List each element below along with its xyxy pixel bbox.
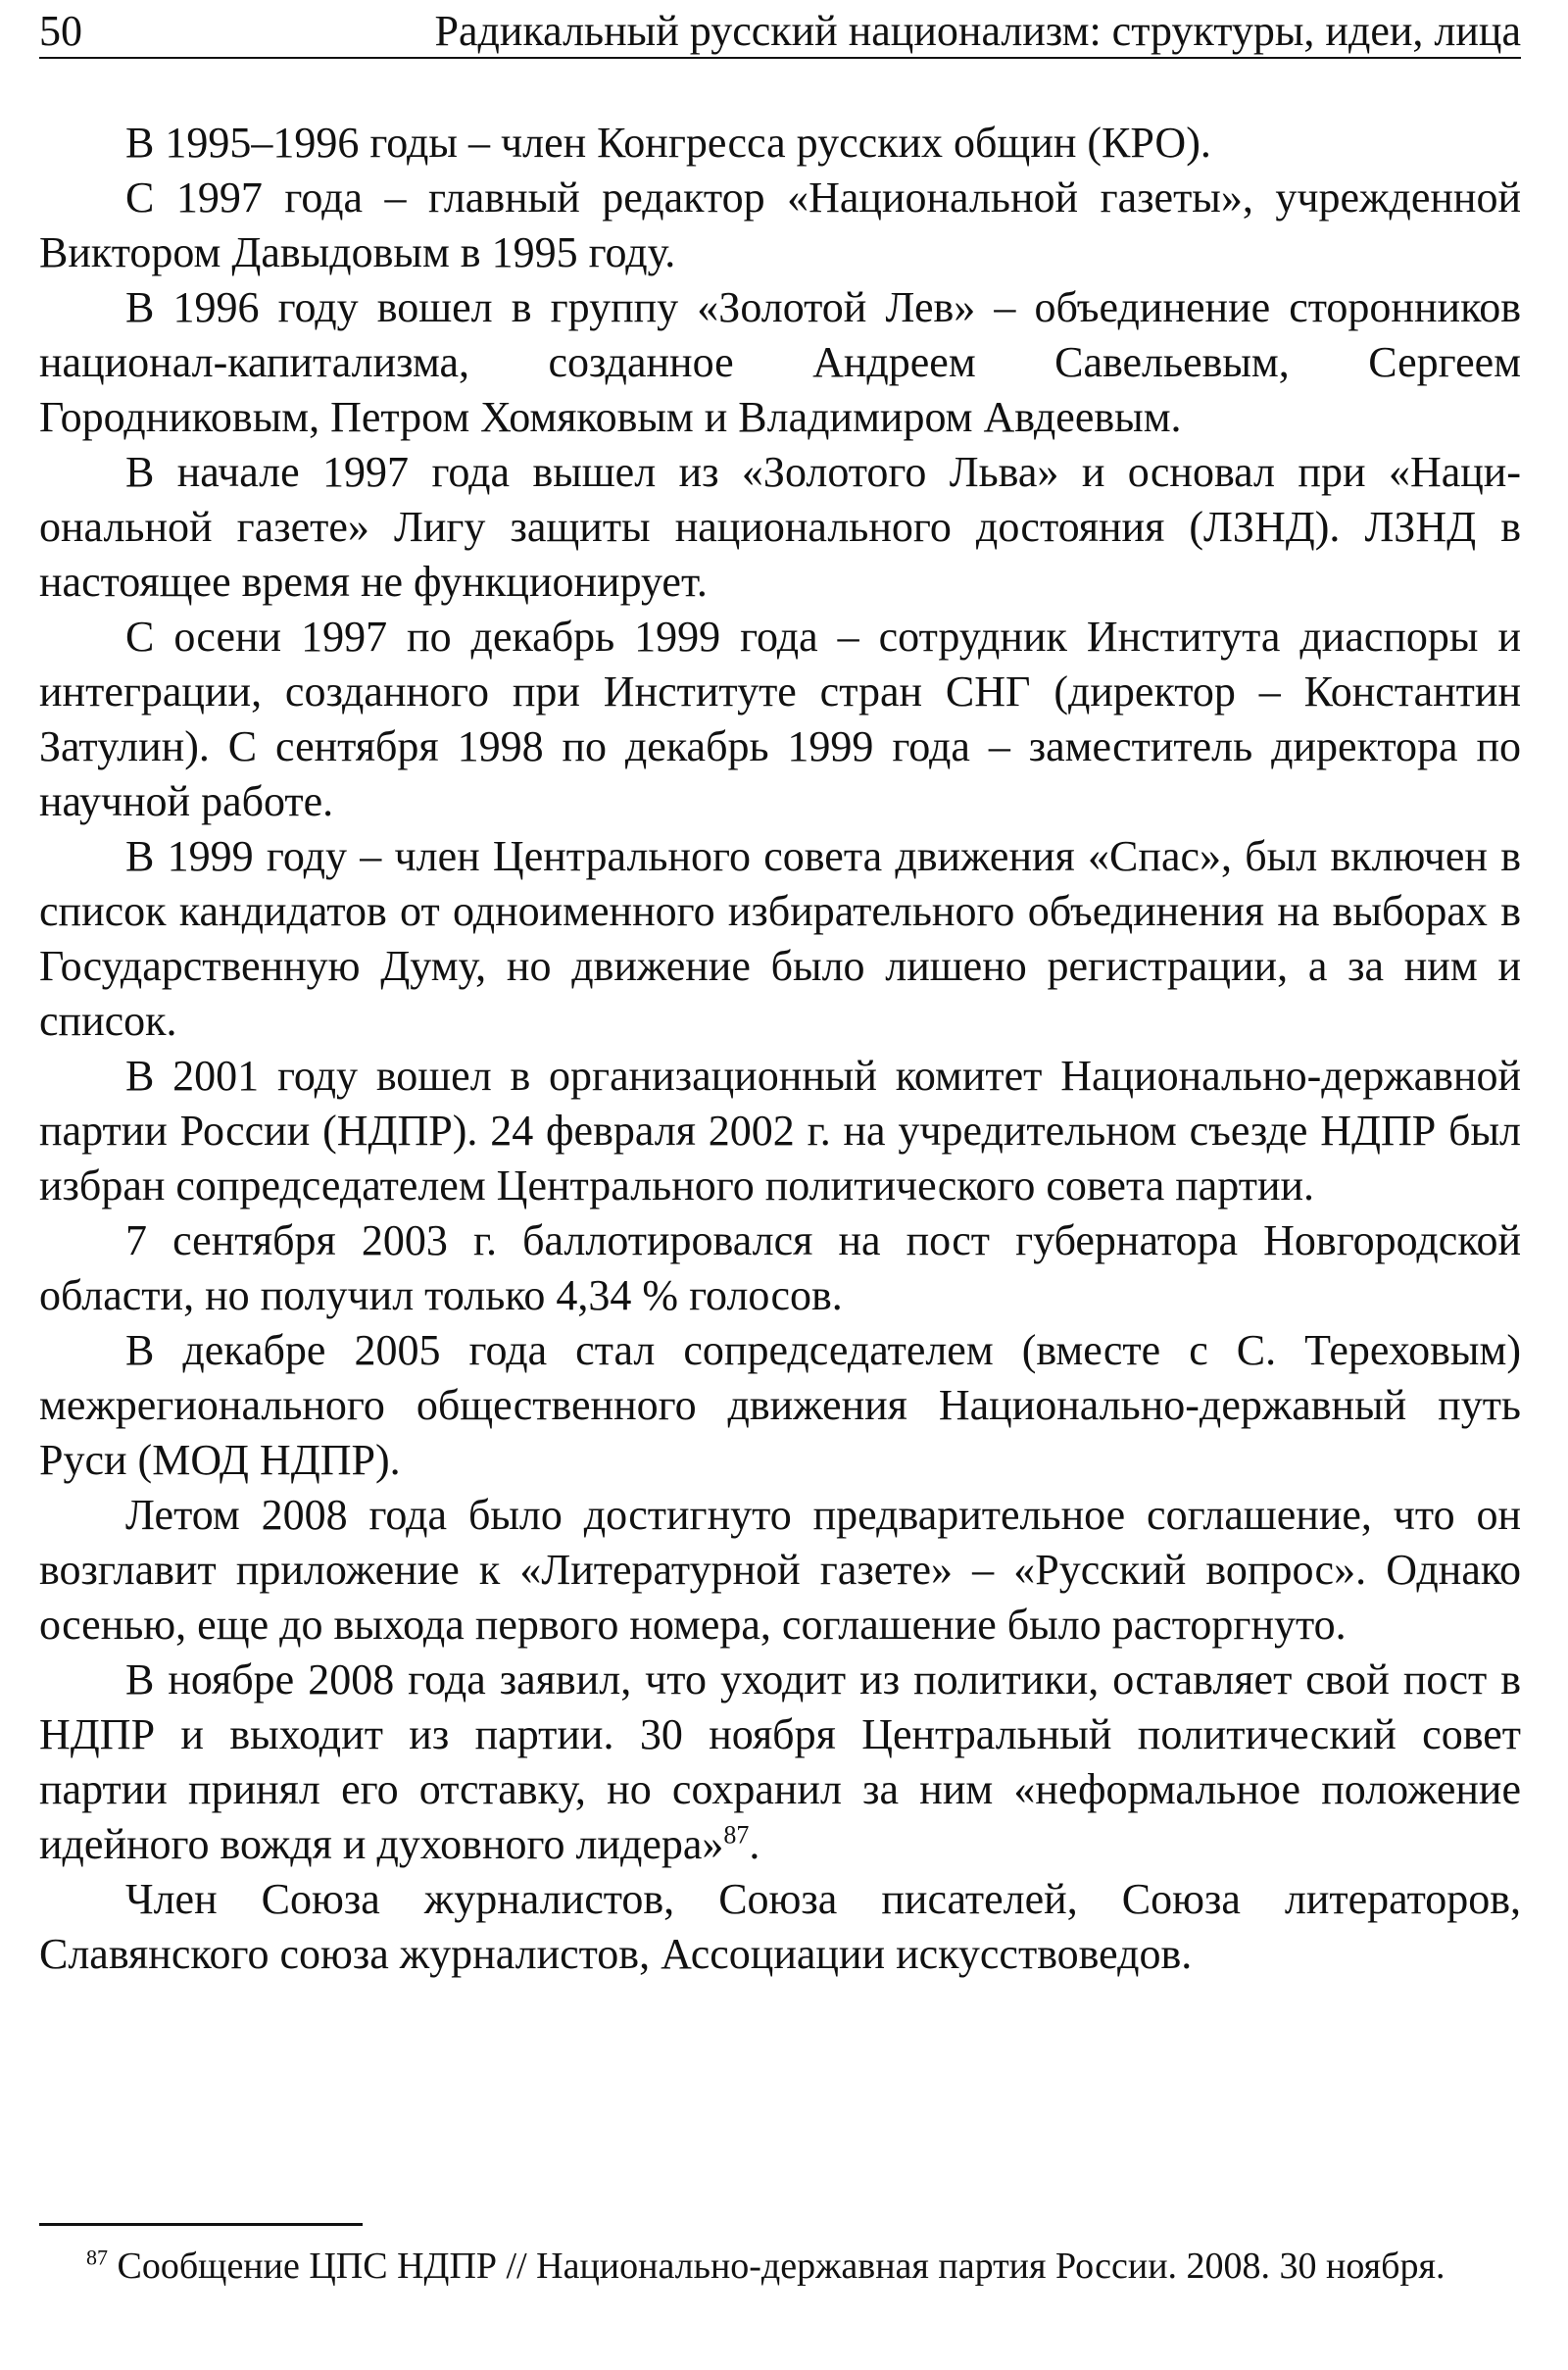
paragraph: В начале 1997 года вышел из «Золотого Льва» и основал при «Национальной газете» Лигу защиты национального достояния (ЛЗНД). ЛЗНД в настоящее время не функционирует. (39, 448, 1521, 606)
running-header (39, 6, 1521, 57)
paragraph: С 1997 года – главный редактор «Национальной газеты», учрежденной Виктором Давыдовым в 1995 году. (39, 173, 1521, 276)
footnote-number: 87 (86, 2245, 108, 2270)
paragraph: В 2001 году вошел в организационный комитет Национально-державной партии России (НДПР). 24 февраля 2002 г. на учредительном съезде НДПР был избран сопредседателем Центрального политического совета партии. (39, 1052, 1521, 1210)
paragraph: С осени 1997 по декабрь 1999 года – сотрудник Института диаспоры и интеграции, созданного при Институте стран СНГ (директор – Константин Затулин). С сентября 1998 по декабрь 1999 года – заместитель директора по научной работе. (39, 613, 1521, 825)
paragraph: В декабре 2005 года стал сопредседателем (вместе с С. Тереховым) межрегионального общественного движения Национально-державный путь Руси (МОД НДПР). (39, 1326, 1521, 1484)
footnote-text: Сообщение ЦПС НДПР // Национально-державная партия России. 2008. 30 ноября. (117, 2246, 1446, 2287)
paragraph-text: В ноябре 2008 года заявил, что уходит из политики, оставляет свой пост в НДПР и выходит из партии. 30 ноября Центральный политический совет партии принял его отставку, но сохранил за ним «неформальное положение идейного вождя и духовного лидера» (39, 1655, 1521, 1868)
header-rule (39, 57, 1521, 59)
paragraph: В 1996 году вошел в группу «Золотой Лев» – объединение сторонников национал-капитализма, созданное Андреем Савельевым, Сергеем Городниковым, Петром Хомяковым и Владимиром Авдеевым. (39, 283, 1521, 441)
footnote (39, 2243, 1521, 2290)
paragraph: В 1999 году – член Центрального совета движения «Спас», был включен в список кандидатов от одноименного избирательного объединения на выборах в Государственную Думу, но движение было лишено регистрации, а за ним и список. (39, 832, 1521, 1045)
footnote-rule (39, 2223, 363, 2226)
paragraph: 7 сентября 2003 г. баллотировался на пост губернатора Новгородской области, но получил только 4,34 % голосов. (39, 1216, 1521, 1319)
page-number: 50 (39, 7, 82, 55)
footnote-reference[interactable]: 87 (723, 1820, 750, 1850)
paragraph: Летом 2008 года было достигнуто предварительное соглашение, что он возглавит приложение к «Литературной газете» – «Русский вопрос». Однако осенью, еще до выхода первого номера, соглашение было расторгнуто. (39, 1491, 1521, 1649)
paragraph: Член Союза журналистов, Союза писателей, Союза литераторов, Славянского союза журналистов, Ассоциации искусствоведов. (39, 1875, 1521, 1978)
body-text (39, 116, 1521, 1982)
running-title: Радикальный русский национализм: структуры, идеи, лица (434, 7, 1521, 55)
paragraph-with-footnote (39, 1653, 1521, 1872)
paragraph: В 1995–1996 годы – член Конгресса русских общин (КРО). (125, 119, 1211, 167)
paragraph-end-period: . (749, 1820, 760, 1868)
document-page (39, 0, 1521, 2370)
